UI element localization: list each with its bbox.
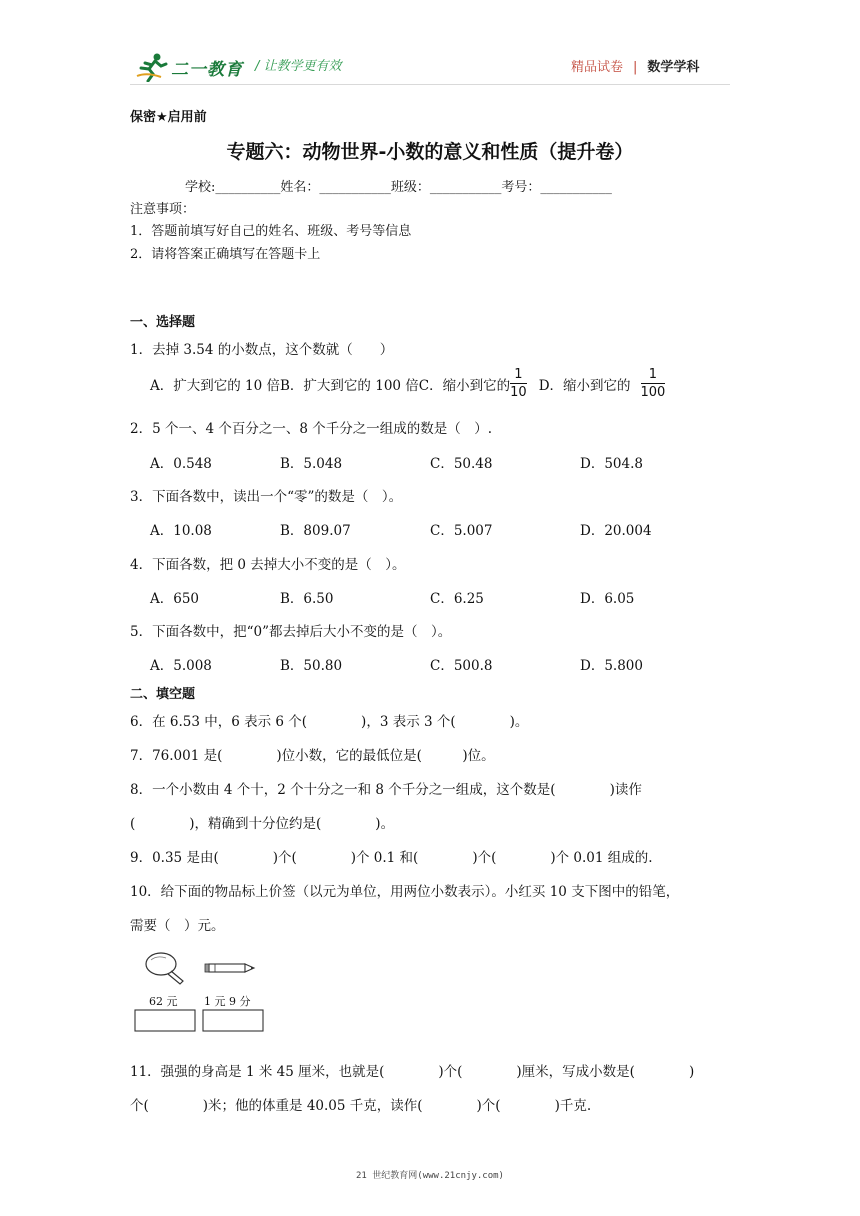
section-heading-fill: 二、填空题 — [130, 687, 196, 702]
option-a: A．10.08 — [150, 523, 212, 539]
notes-heading: 注意事项： — [130, 202, 196, 217]
question-8-line-2: ( )，精确到十分位约是( )。 — [130, 816, 395, 832]
price-box — [135, 1010, 195, 1031]
question-2: 2．5 个一、4 个百分之一、8 个千分之一组成的数是（ ）. — [130, 421, 493, 437]
pencil-price-label: 1 元 9 分 — [204, 995, 251, 1008]
note-item: 1．答题前填写好自己的姓名、班级、考号等信息 — [130, 224, 412, 239]
fraction-one-hundredth — [641, 367, 666, 400]
student-info-line: 学校:__________姓名：___________班级：___________考号：___________ — [185, 180, 612, 195]
slogan: / 让教学更有效 — [255, 59, 342, 74]
question-1-options — [150, 367, 665, 400]
question-11-line-1: 11．强强的身高是 1 米 45 厘米，也就是( )个( )厘米，写成小数是( ) — [130, 1064, 695, 1080]
pencil-icon — [205, 964, 254, 972]
fraction-denominator: 100 — [640, 385, 666, 400]
option-a: A．5.008 — [150, 658, 212, 674]
question-10-line-2: 需要（ ）元。 — [130, 918, 225, 934]
header-divider — [130, 84, 730, 85]
brand-logo — [135, 50, 243, 84]
secret-label: 保密★启用前 — [130, 110, 207, 125]
fraction-denominator: 10 — [510, 385, 527, 400]
question-10-figure — [133, 950, 268, 1035]
question-5: 5．下面各数中，把“0”都去掉后大小不变的是（ ）。 — [130, 624, 452, 640]
page-title: 专题六：动物世界-小数的意义和性质（提升卷） — [226, 141, 634, 163]
question-6: 6．在 6.53 中，6 表示 6 个( )，3 表示 3 个( )。 — [130, 714, 529, 730]
header-separator: | — [633, 60, 638, 75]
option-b: B．809.07 — [280, 523, 351, 539]
question-8-line-1: 8．一个小数由 4 个十，2 个十分之一和 8 个千分之一组成，这个数是( )读作 — [130, 782, 642, 798]
fraction-numerator: 1 — [514, 367, 523, 382]
option-b: B．扩大到它的 100 倍 — [280, 377, 419, 394]
logo-text: 二一教育 — [171, 59, 243, 80]
section-heading-choice: 一、选择题 — [130, 315, 196, 330]
option-b: B．50.80 — [280, 658, 343, 674]
footer-source: 21 世纪教育网(www.21cnjy.com) — [356, 1171, 504, 1181]
note-item: 2．请将答案正确填写在答题卡上 — [130, 247, 321, 262]
price-box — [203, 1010, 263, 1031]
question-3: 3．下面各数中，读出一个“零”的数是（ ）。 — [130, 489, 403, 505]
option-a: A．扩大到它的 10 倍 — [150, 377, 281, 394]
option-d: D．6.05 — [580, 591, 635, 607]
header-label-premium: 精品试卷 — [571, 60, 624, 75]
paddle-price-label: 62 元 — [149, 995, 178, 1008]
option-c: C．6.25 — [430, 591, 484, 607]
question-4: 4．下面各数，把 0 去掉大小不变的是（ ）。 — [130, 557, 406, 573]
question-10-line-1: 10．给下面的物品标上价签（以元为单位，用两位小数表示）。小红买 10 支下图中的铅笔， — [130, 884, 680, 900]
option-c: C．缩小到它的 — [418, 377, 511, 394]
option-d: D．20.004 — [580, 523, 652, 539]
header-right — [571, 56, 699, 75]
option-d: D．5.800 — [580, 658, 643, 674]
fraction-numerator: 1 — [648, 367, 658, 382]
option-b: B．6.50 — [280, 591, 334, 607]
fraction-one-tenth — [510, 367, 527, 400]
runner-icon — [135, 52, 169, 82]
option-d: D．缩小到它的 — [538, 377, 631, 394]
option-d: D．504.8 — [580, 456, 643, 472]
question-7: 7．76.001 是( )位小数，它的最低位是( )位。 — [130, 748, 495, 764]
option-a: A．650 — [150, 591, 200, 607]
question-11-line-2: 个( )米；他的体重是 40.05 千克，读作( )个( )千克. — [130, 1098, 592, 1114]
option-c: C．5.007 — [430, 523, 493, 539]
header-label-subject: 数学学科 — [647, 60, 700, 75]
option-c: C．500.8 — [430, 658, 493, 674]
question-9: 9．0.35 是由( )个( )个 0.1 和( )个( )个 0.01 组成的. — [130, 850, 653, 866]
question-1: 1．去掉 3.54 的小数点，这个数就（ ） — [130, 342, 394, 358]
option-b: B．5.048 — [280, 456, 343, 472]
option-a: A．0.548 — [150, 456, 212, 472]
option-c: C．50.48 — [430, 456, 493, 472]
